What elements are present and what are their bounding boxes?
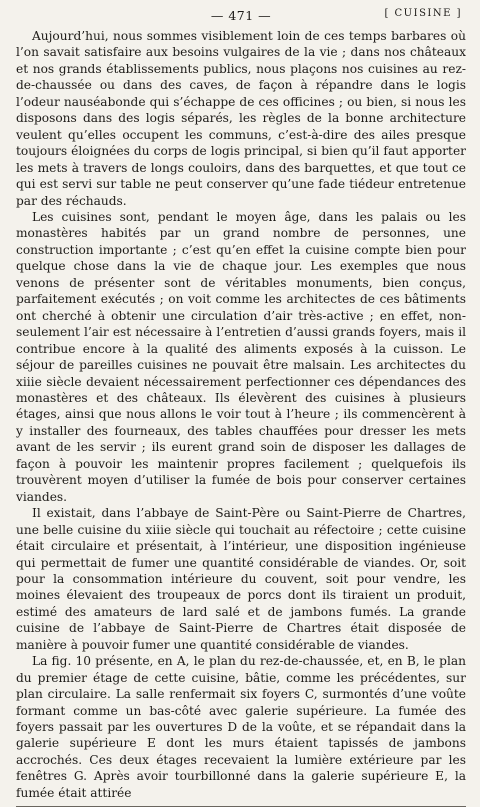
paragraph-1: Aujourd’hui, nous sommes visiblement loin de ces temps barbares où l’on savait satisfaire aux besoins vulgaires de la vie ; dans nos châteaux et nos grands établissements publics, nous plaçons nos cuisines au rez-de-chaussée ou dans des caves, de façon à répandre dans le logis l’odeur nauséabonde qui s’échappe de ces officines ; ou bien, si nous les disposons dans des logis séparés, les règles de la bonne architecture veulent qu’elles occupent les communs, c’est-à-dire des ailes presque toujours éloignées du corps de logis principal, si bien qu’il faut apporter les mets à travers de longs couloirs, dans des barquettes, et que tout ce qui est servi sur table ne peut conserver qu’une fade tiédeur entretenue par des réchauds.: [16, 29, 466, 208]
running-head: [ CUISINE ]: [384, 8, 462, 19]
page-header: [16, 6, 466, 28]
body-text: [16, 28, 466, 801]
page-number: — 471 —: [210, 8, 272, 23]
paragraph-2: Les cuisines sont, pendant le moyen âge, dans les palais ou les monastères habités par un grand nombre de personnes, une construction importante ; c’est qu’en effet la cuisine compte bien pour quelque chose dans la vie de chaque jour. Les exemples que nous venons de présenter sont de véritables monuments, bien conçus, parfaitement exécutés ; on voit comme les architectes de ces bâtiments ont cherché à obtenir une circulation d’air très-active ; en effet, non-seulement l’air est nécessaire à l’entretien d’aussi grands foyers, mais il contribue encore à la qualité des aliments exposés à la cuisson. Le séjour de pareilles cuisines ne pouvait être malsain. Les architectes du xiiie siècle devaient nécessairement perfectionner ces dépendances des monastères et des châteaux. Ils élevèrent des cuisines à plusieurs étages, ainsi que nous allons le voir tout à l’heure ; ils commencèrent à y installer des fourneaux, des tables chauffées pour dresser les mets avant de les servir ; ils eurent grand soin de disposer les dallages de façon à pouvoir les maintenir propres facilement ; quelquefois ils trouvèrent moyen d’utiliser la fumée de bois pour conserver certaines viandes.: [16, 209, 466, 504]
paragraph-4: La fig. 10 présente, en A, le plan du rez-de-chaussée, et, en B, le plan du premier étage de cette cuisine, bâtie, comme les précédentes, sur plan circulaire. La salle renfermait six foyers C, surmontés d’une voûte formant comme un bas-côté avec galerie supérieure. La fumée des foyers passait par les ouvertures D de la voûte, et se répandait dans la galerie supérieure E dont les murs étaient tapissés de jambons accrochés. Ces deux étages recevaient la lumière extérieure par les fenêtres G. Après avoir tourbillonné dans la galerie supérieure E, la fumée était attirée: [16, 654, 466, 800]
paragraph-3: Il existait, dans l’abbaye de Saint-Père ou Saint-Pierre de Chartres, une belle cuisine du xiiie siècle qui touchait au réfectoire ; cette cuisine était circulaire et présentait, à l’intérieur, une disposition ingénieuse qui permettait de fumer une quantité considérable de viandes. Or, soit pour la consommation intérieure du couvent, soit pour vendre, les moines élevaient des troupeaux de porcs dont ils tiraient un produit, estimé des amateurs de lard salé et de jambons fumés. La grande cuisine de l’abbaye de Saint-Pierre de Chartres était disposée de manière à pouvoir fumer une quantité considérable de viandes.: [16, 506, 466, 652]
